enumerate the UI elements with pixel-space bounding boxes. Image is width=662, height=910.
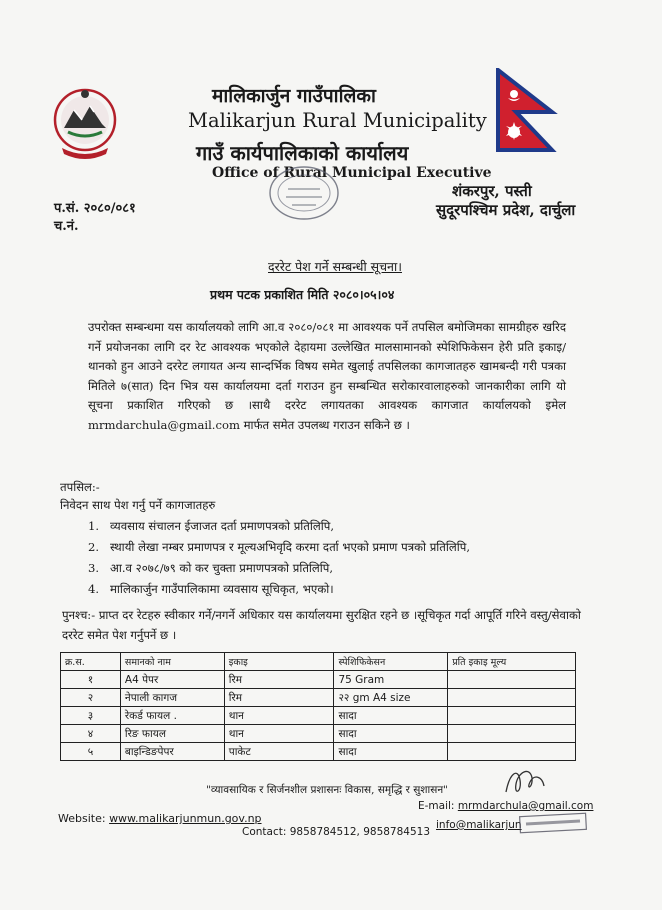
- dispatch-number: च.नं.: [54, 219, 79, 234]
- details-label: तपसिल:-: [60, 480, 100, 494]
- email-primary: E-mail: mrmdarchula@gmail.com: [418, 800, 594, 812]
- nepal-emblem-icon: [52, 84, 118, 166]
- office-stamp-icon: [266, 163, 342, 223]
- address-line-2: सुदूरपश्चिम प्रदेश, दार्चुला: [436, 201, 576, 219]
- documents-list: [88, 516, 470, 600]
- signature-icon: [500, 762, 550, 802]
- col-header-sn: क्र.स.: [61, 653, 121, 671]
- address-line-1: शंकरपुर, पस्ती: [452, 182, 532, 200]
- table-row: ३ रेकर्ड फायल . थान सादा: [61, 707, 576, 725]
- col-header-spec: स्पेशिफिकेसन: [334, 653, 448, 671]
- table-row: १ A4 पेपर रिम 75 Gram: [61, 671, 576, 689]
- motto: "व्यावसायिक र सिर्जनशील प्रशासनः विकास, समृद्धि र सुशासन": [206, 784, 448, 796]
- municipality-name-en: Malikarjun Rural Municipality: [188, 109, 487, 132]
- list-item: 4. मालिकार्जुन गाउँपालिकामा व्यवसाय सूचिकृत, भएको।: [88, 582, 334, 596]
- table-row: २ नेपाली कागज रिम २२ gm A4 size: [61, 689, 576, 707]
- list-item: 1. व्यवसाय संचालन ईजाजत दर्ता प्रमाणपत्रको प्रतिलिपि,: [88, 519, 335, 533]
- email-link[interactable]: mrmdarchula@gmail.com: [457, 800, 594, 812]
- email-secondary-link[interactable]: info@malikarjun: [436, 819, 522, 831]
- nepal-flag-icon: [494, 68, 558, 154]
- notice-body: उपरोक्त सम्बन्धमा यस कार्यालयको लागि आ.व २०८०/०८१ मा आवश्यक पर्ने तपसिल बमोजिमका सामग्रीहरु खरिद गर्ने प्रयोजनका लागि दर रेट आवश्यक भएकोले देहायमा उल्लेखित मालसामानको स्पेशिफिकेसन हेरी प्रति इकाइ/थानको हुन आउने दररेट लगायत अन्य सान्दर्भिक विषय समेत खुलाई तपसिलका कागजातहरु खामबन्दी गरी पत्रका मितिले ७(सात) दिन भित्र यस कार्यालयमा दर्ता गराउन हुन सम्बन्धित सरोकारवालाहरुको जानकारीका लागि यो सूचना प्रकाशित गरिएको छ ।साथै दररेट लगायतका आवश्यक कागजात कार्यालयको इमेल mrmdarchula@gmail.com मार्फत समेत उपलब्ध गराउन सकिने छ ।: [88, 320, 566, 432]
- published-date: प्रथम पटक प्रकाशित मिति २०८०।०५।०४: [210, 287, 395, 302]
- postscript-note: पुनश्च:- प्राप्त दर रेटहरु स्वीकार गर्ने/नगर्ने अधिकार यस कार्यालयमा सुरक्षित रहने छ ।सूचिकृत गर्दा आपूर्ति गरिने वस्तु/सेवाको दररेट समेत पेश गर्नुपर्ने छ ।: [62, 608, 581, 642]
- col-header-name: समानको नाम: [120, 653, 224, 671]
- office-name-np: गाउँ कार्यपालिकाको कार्यालय: [196, 141, 409, 165]
- list-item: 2. स्थायी लेखा नम्बर प्रमाणपत्र र मूल्यअभिवृदि करमा दर्ता भएको प्रमाण पत्रको प्रतिलिपि,: [88, 540, 471, 554]
- website-link[interactable]: www.malikarjunmun.gov.np: [109, 812, 262, 825]
- col-header-price: प्रति इकाइ मूल्य: [448, 653, 576, 671]
- table-header-row: [61, 653, 576, 671]
- notice-title: दररेट पेश गर्ने सम्बन्धी सूचना।: [268, 259, 402, 274]
- contact-numbers: Contact: 9858784512, 9858784513: [242, 826, 431, 838]
- website: Website: www.malikarjunmun.gov.np: [58, 812, 262, 825]
- items-table: [60, 652, 576, 761]
- office-stamp-icon: [518, 812, 588, 834]
- table-row: ४ रिङ फायल थान सादा: [61, 725, 576, 743]
- table-row: ५ बाइन्डिङपेपर पाकेट सादा: [61, 743, 576, 761]
- office-name-en: Office of Rural Municipal Executive: [212, 165, 492, 181]
- col-header-unit: इकाइ: [224, 653, 334, 671]
- documents-intro: निवेदन साथ पेश गर्नु पर्ने कागजातहरु: [60, 498, 216, 512]
- list-item: 3. आ.व २०७८/७९ को कर चुक्ता प्रमाणपत्रको प्रतिलिपि,: [88, 561, 334, 575]
- reference-number: प.सं. २०८०/०८१: [54, 201, 136, 216]
- municipality-name-np: मालिकार्जुन गाउँपालिका: [212, 85, 376, 107]
